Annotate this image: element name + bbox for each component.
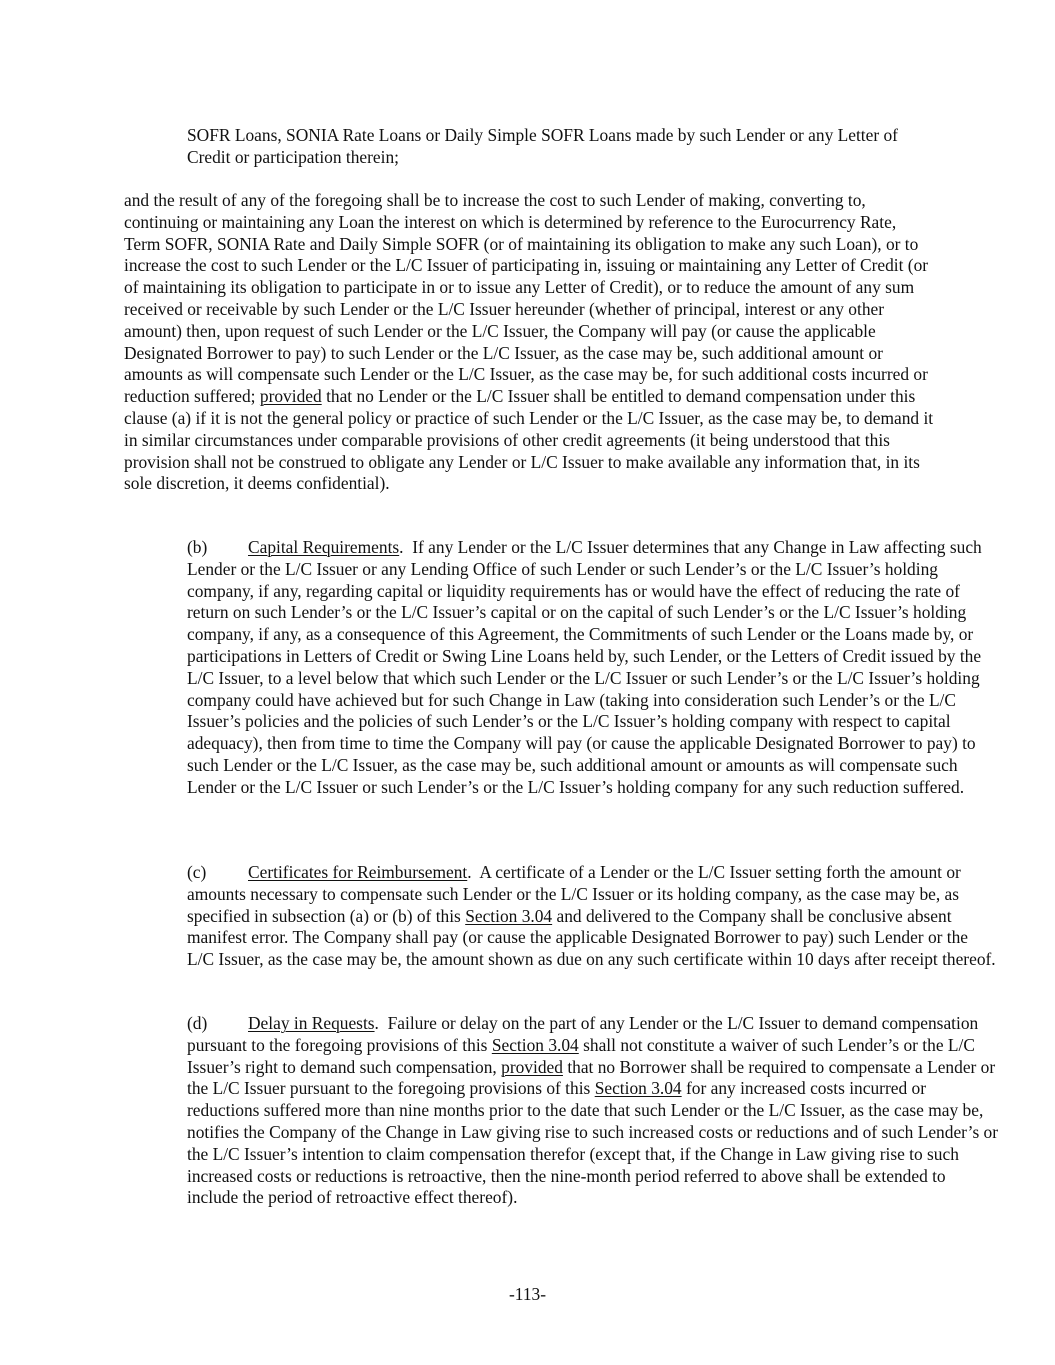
- paragraph-b: (b) Capital Requirements. If any Lender or the L/C Issuer determines that any Change in Law affecting such Lender or the L/C Issuer or any Lending Office of such Lender or such Lender’s or the L/C Issuer’s holding company, if any, regarding capital or liquidity requirements has or would have the effect of reducing the rate of return on such Lender’s or the L/C Issuer’s capital or on the capital of such Lender’s or the L/C Issuer’s holding company, if any, as a consequence of this Agreement, the Commitments of such Lender or the Loans made by, or participations in Letters of Credit or Swing Line Loans held by, such Lender, or the Letters of Credit issued by the L/C Issuer, to a level below that which such Lender or the L/C Issuer or such Lender’s or the L/C Issuer’s holding company could have achieved but for such Change in Law (taking into consideration such Lender’s or the L/C Issuer’s policies and the policies of such Lender’s or the L/C Issuer’s holding company with respect to capital adequacy), then from time to time the Company will pay (or cause the applicable Designated Borrower to pay) to such Lender or the L/C Issuer, as the case may be, such additional amount or amounts as will compensate such Lender or the L/C Issuer or such Lender’s or the L/C Issuer’s holding company for any such reduction suffered.: [187, 537, 982, 797]
- provided-term: provided: [501, 1056, 563, 1077]
- paragraph-c-text-2: and delivered to the Company shall be conclusive absent manifest error. The Company shall pay (or cause the applicable Designated Borrower to pay) such Lender or the L/C Issuer, as the case may be, the amount shown as due on any such certificate within 10 days after receipt thereof.: [187, 905, 996, 970]
- paragraph-d-text-1: Failure or delay on the part of any Lender or the L/C Issuer to demand compensation pursuant to the foregoing provisions of this: [187, 1013, 979, 1055]
- paragraph-b-number: (b): [187, 537, 208, 557]
- paragraph-d-text-4: for any increased costs incurred or reductions suffered more than nine months prior to the date that such Lender or the L/C Issuer, as the case may be, notifies the Company of the Change in Law giving rise to such increased costs or reductions and of such Lender’s or the L/C Issuer’s intention to claim compensation therefor (except that, if the Change in Law giving rise to such increased costs or reductions is retroactive, then the nine-month period referred to above shall be extended to include the period of retroactive effect thereof).: [187, 1078, 999, 1208]
- paragraph-d: (d) Delay in Requests. Failure or delay on the part of any Lender or the L/C Issuer to demand compensation pursuant to the foregoing provisions of this Section 3.04 shall not constitute a waiver of such Lender’s or the L/C Issuer’s right to demand such compensation, provided that no Borrower shall be required to compensate a Lender or the L/C Issuer pursuant to the foregoing provisions of this Section 3.04 for any increased costs incurred or reductions suffered more than nine months prior to the date that such Lender or the L/C Issuer, as the case may be, notifies the Company of the Change in Law giving rise to such increased costs or reductions and of such Lender’s or the L/C Issuer’s intention to claim compensation therefor (except that, if the Change in Law giving rise to such increased costs or reductions is retroactive, then the nine-month period referred to above shall be extended to include the period of retroactive effect thereof).: [187, 1013, 999, 1208]
- continuation-clause: SOFR Loans, SONIA Rate Loans or Daily Simple SOFR Loans made by such Lender or any Letter of Credit or participation therein;: [187, 125, 898, 167]
- paragraph-main-text-2: that no Lender or the L/C Issuer shall be entitled to demand compensation under this clause (a) if it is not the general policy or practice of such Lender or the L/C Issuer, as the case may be, to demand it in similar circumstances under comparable provisions of other credit agreements (it being understood that this provision shall not be construed to obligate any Lender or L/C Issuer to make available any information that, in its sole discretion, it deems confidential).: [124, 386, 934, 494]
- paragraph-b-text: If any Lender or the L/C Issuer determines that any Change in Law affecting such Lender or the L/C Issuer or any Lending Office of such Lender or such Lender’s or the L/C Issuer’s holding company, if any, regarding capital or liquidity requirements has or would have the effect of reducing the rate of return on such Lender’s or the L/C Issuer’s capital or on the capital of such Lender’s or the L/C Issuer’s holding company, if any, as a consequence of this Agreement, the Commitments of such Lender or the Loans made by, or participations in Letters of Credit or Swing Line Loans held by, such Lender, or the Letters of Credit issued by the L/C Issuer, to a level below that which such Lender or the L/C Issuer or such Lender’s or the L/C Issuer’s holding company could have achieved but for such Change in Law (taking into consideration such Lender’s or the L/C Issuer’s policies and the policies of such Lender’s or the L/C Issuer’s holding company with respect to capital adequacy), then from time to time the Company will pay (or cause the applicable Designated Borrower to pay) to such Lender or the L/C Issuer, as the case may be, such additional amount or amounts as will compensate such Lender or the L/C Issuer or such Lender’s or the L/C Issuer’s holding company for any such reduction suffered.: [187, 537, 982, 797]
- page-number: -113-: [508, 1284, 547, 1304]
- paragraph-d-number: (d): [187, 1013, 208, 1033]
- paragraph-main-text-1: and the result of any of the foregoing shall be to increase the cost to such Lender of making, converting to, continuing or maintaining any Loan the interest on which is determined by reference to the Eurocurrency Rate, Term SOFR, SONIA Rate and Daily Simple SOFR (or of maintaining its obligation to make any such Loan), or to increase the cost to such Lender or the L/C Issuer of participating in, issuing or maintaining any Letter of Credit (or of maintaining its obligation to participate in or to issue any Letter of Credit), or to reduce the amount of any sum received or receivable by such Lender or the L/C Issuer hereunder (whether of principal, interest or any other amount) then, upon request of such Lender or the L/C Issuer, the Company will pay (or cause the applicable Designated Borrower to pay) to such Lender or the L/C Issuer, as the case may be, such additional amount or amounts as will compensate such Lender or the L/C Issuer, as the case may be, for such additional costs incurred or reduction suffered;: [124, 190, 929, 407]
- paragraph-c-number: (c): [187, 862, 207, 882]
- section-reference: Section 3.04: [594, 1078, 682, 1099]
- paragraph-c: (c) Certificates for Reimbursement. A certificate of a Lender or the L/C Issuer setting forth the amount or amounts necessary to compensate such Lender or the L/C Issuer or its holding company, as the case may be, as specified in subsection (a) or (b) of this Section 3.04 and delivered to the Company shall be conclusive absent manifest error. The Company shall pay (or cause the applicable Designated Borrower to pay) such Lender or the L/C Issuer, as the case may be, the amount shown as due on any such certificate within 10 days after receipt thereof.: [187, 862, 996, 970]
- paragraph-c-heading: Certificates for Reimbursement: [248, 862, 468, 882]
- paragraph-b-heading: Capital Requirements: [248, 537, 400, 557]
- paragraph-d-text-2: shall not constitute a waiver of such Lender’s or the L/C Issuer’s right to demand such compensation,: [187, 1034, 975, 1077]
- section-reference: Section 3.04: [491, 1034, 579, 1055]
- paragraph-c-text-1: A certificate of a Lender or the L/C Issuer setting forth the amount or amounts necessary to compensate such Lender or the L/C Issuer or its holding company, as the case may be, as specified in subsection (a) or (b) of this: [187, 862, 961, 926]
- paragraph-d-heading: Delay in Requests: [248, 1013, 375, 1033]
- paragraph-d-text-3: that no Borrower shall be required to compensate a Lender or the L/C Issuer pursuant to the foregoing provisions of this: [187, 1056, 996, 1099]
- section-reference: Section 3.04: [465, 905, 553, 926]
- paragraph-main: [124, 190, 936, 495]
- provided-term: provided: [259, 386, 322, 407]
